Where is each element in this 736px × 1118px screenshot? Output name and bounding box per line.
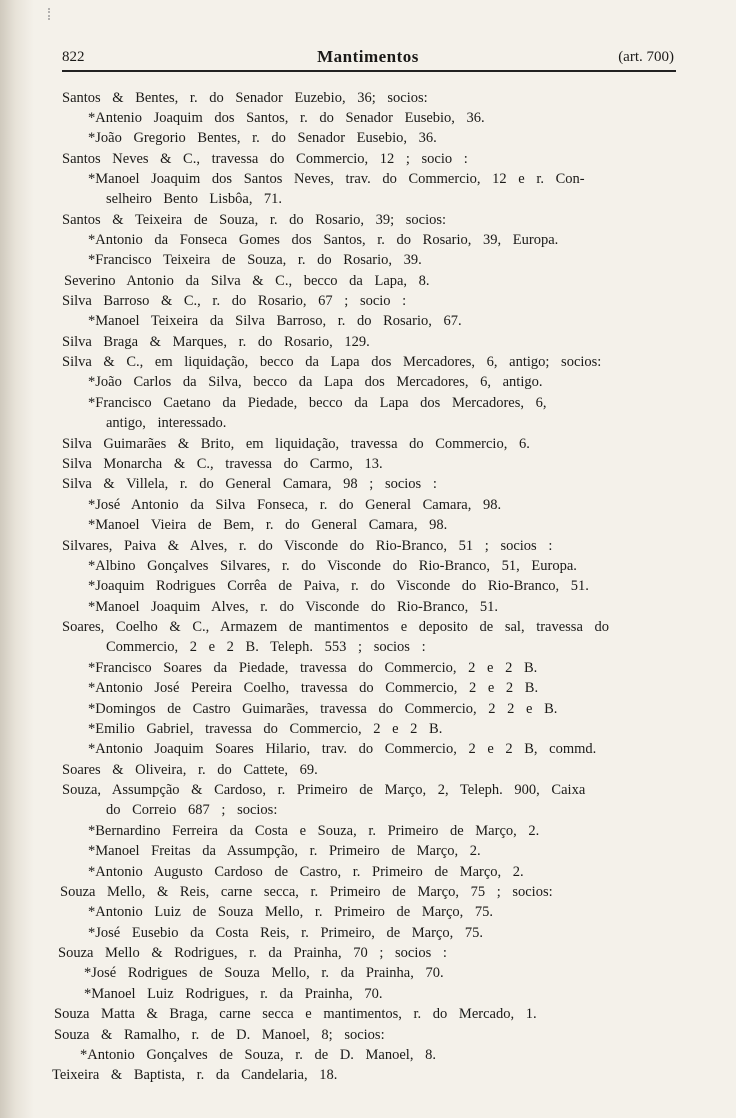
directory-line: *Domingos de Castro Guimarães, travessa do Commercio, 2 2 e B. <box>88 701 558 717</box>
directory-line: *Antonio Augusto Cardoso de Castro, r. Primeiro de Março, 2. <box>88 864 524 880</box>
directory-line: Soares, Coelho & C., Armazem de mantimentos e deposito de sal, travessa do <box>62 619 610 635</box>
directory-line: *Francisco Teixeira de Souza, r. do Rosario, 39. <box>88 252 422 268</box>
directory-line: *Francisco Soares da Piedade, travessa do Commercio, 2 e 2 B. <box>88 660 538 676</box>
directory-line: *Manoel Joaquim dos Santos Neves, trav. do Commercio, 12 e r. Con- <box>88 171 585 187</box>
directory-line: *Manoel Vieira de Bem, r. do General Camara, 98. <box>88 517 448 533</box>
directory-line: Silvares, Paiva & Alves, r. do Visconde do Rio-Branco, 51 ; socios : <box>62 538 553 554</box>
header-rule <box>62 70 676 72</box>
directory-line: *Bernardino Ferreira da Costa e Souza, r. Primeiro de Março, 2. <box>88 823 540 839</box>
directory-line: Silva Monarcha & C., travessa do Carmo, 13. <box>62 456 383 472</box>
directory-line: Silva Barroso & C., r. do Rosario, 67 ; socio : <box>62 293 407 309</box>
directory-line: *Manoel Joaquim Alves, r. do Visconde do Rio-Branco, 51. <box>88 599 499 615</box>
directory-line: do Correio 687 ; socios: <box>106 802 278 818</box>
directory-line: Teixeira & Baptista, r. da Candelaria, 18. <box>52 1067 338 1083</box>
directory-line: *Francisco Caetano da Piedade, becco da Lapa dos Mercadores, 6, <box>88 395 547 411</box>
directory-line: Silva & Villela, r. do General Camara, 98 ; socios : <box>62 476 437 492</box>
directory-line: *Joaquim Rodrigues Corrêa de Paiva, r. do Visconde do Rio-Branco, 51. <box>88 578 589 594</box>
directory-line: *Manoel Luiz Rodrigues, r. da Prainha, 70. <box>84 986 383 1002</box>
directory-line: *João Carlos da Silva, becco da Lapa dos Mercadores, 6, antigo. <box>88 374 543 390</box>
directory-line: Soares & Oliveira, r. do Cattete, 69. <box>62 762 318 778</box>
directory-line: Souza Matta & Braga, carne secca e mantimentos, r. do Mercado, 1. <box>54 1006 537 1022</box>
directory-line: Silva Braga & Marques, r. do Rosario, 129. <box>62 334 370 350</box>
directory-line: Silva & C., em liquidação, becco da Lapa dos Mercadores, 6, antigo; socios: <box>62 354 602 370</box>
directory-line: Souza, Assumpção & Cardoso, r. Primeiro de Março, 2, Teleph. 900, Caixa <box>62 782 586 798</box>
directory-line: antigo, interessado. <box>106 415 227 431</box>
directory-line: Severino Antonio da Silva & C., becco da Lapa, 8. <box>64 273 430 289</box>
directory-line: *José Rodrigues de Souza Mello, r. da Prainha, 70. <box>84 965 444 981</box>
directory-line: *Antonio Gonçalves de Souza, r. de D. Manoel, 8. <box>80 1047 436 1063</box>
article-reference: (art. 700) <box>618 49 674 65</box>
directory-line: *Antenio Joaquim dos Santos, r. do Senador Eusebio, 36. <box>88 110 485 126</box>
directory-line: *José Eusebio da Costa Reis, r. Primeiro, de Março, 75. <box>88 925 483 941</box>
directory-line: *Antonio da Fonseca Gomes dos Santos, r. do Rosario, 39, Europa. <box>88 232 559 248</box>
directory-line: *Manoel Teixeira da Silva Barroso, r. do Rosario, 67. <box>88 313 462 329</box>
directory-line: Souza & Ramalho, r. de D. Manoel, 8; socios: <box>54 1027 385 1043</box>
directory-line: *Albino Gonçalves Silvares, r. do Visconde do Rio-Branco, 51, Europa. <box>88 558 577 574</box>
page-blemish <box>48 8 60 20</box>
directory-line: Commercio, 2 e 2 B. Teleph. 553 ; socios : <box>106 639 426 655</box>
binding-edge <box>0 0 34 1118</box>
page-number: 822 <box>62 49 85 65</box>
directory-line: *Antonio Luiz de Souza Mello, r. Primeiro de Março, 75. <box>88 904 494 920</box>
directory-line: *Manoel Freitas da Assumpção, r. Primeiro de Março, 2. <box>88 843 481 859</box>
directory-line: *Emilio Gabriel, travessa do Commercio, 2 e 2 B. <box>88 721 443 737</box>
page-header <box>62 47 674 69</box>
directory-line: *Antonio Joaquim Soares Hilario, trav. do Commercio, 2 e 2 B, commd. <box>88 741 597 757</box>
directory-line: Silva Guimarães & Brito, em liquidação, travessa do Commercio, 6. <box>62 436 530 452</box>
page-title: Mantimentos <box>317 47 419 66</box>
directory-line: Souza Mello, & Reis, carne secca, r. Primeiro de Março, 75 ; socios: <box>60 884 553 900</box>
directory-line: Santos & Teixeira de Souza, r. do Rosario, 39; socios: <box>62 212 447 228</box>
directory-line: Santos & Bentes, r. do Senador Euzebio, 36; socios: <box>62 90 428 106</box>
directory-line: Souza Mello & Rodrigues, r. da Prainha, 70 ; socios : <box>58 945 447 961</box>
directory-line: *José Antonio da Silva Fonseca, r. do General Camara, 98. <box>88 497 502 513</box>
directory-line: Santos Neves & C., travessa do Commercio, 12 ; socio : <box>62 151 468 167</box>
directory-line: *João Gregorio Bentes, r. do Senador Eusebio, 36. <box>88 130 437 146</box>
directory-line: selheiro Bento Lisbôa, 71. <box>106 191 282 207</box>
directory-line: *Antonio José Pereira Coelho, travessa do Commercio, 2 e 2 B. <box>88 680 539 696</box>
